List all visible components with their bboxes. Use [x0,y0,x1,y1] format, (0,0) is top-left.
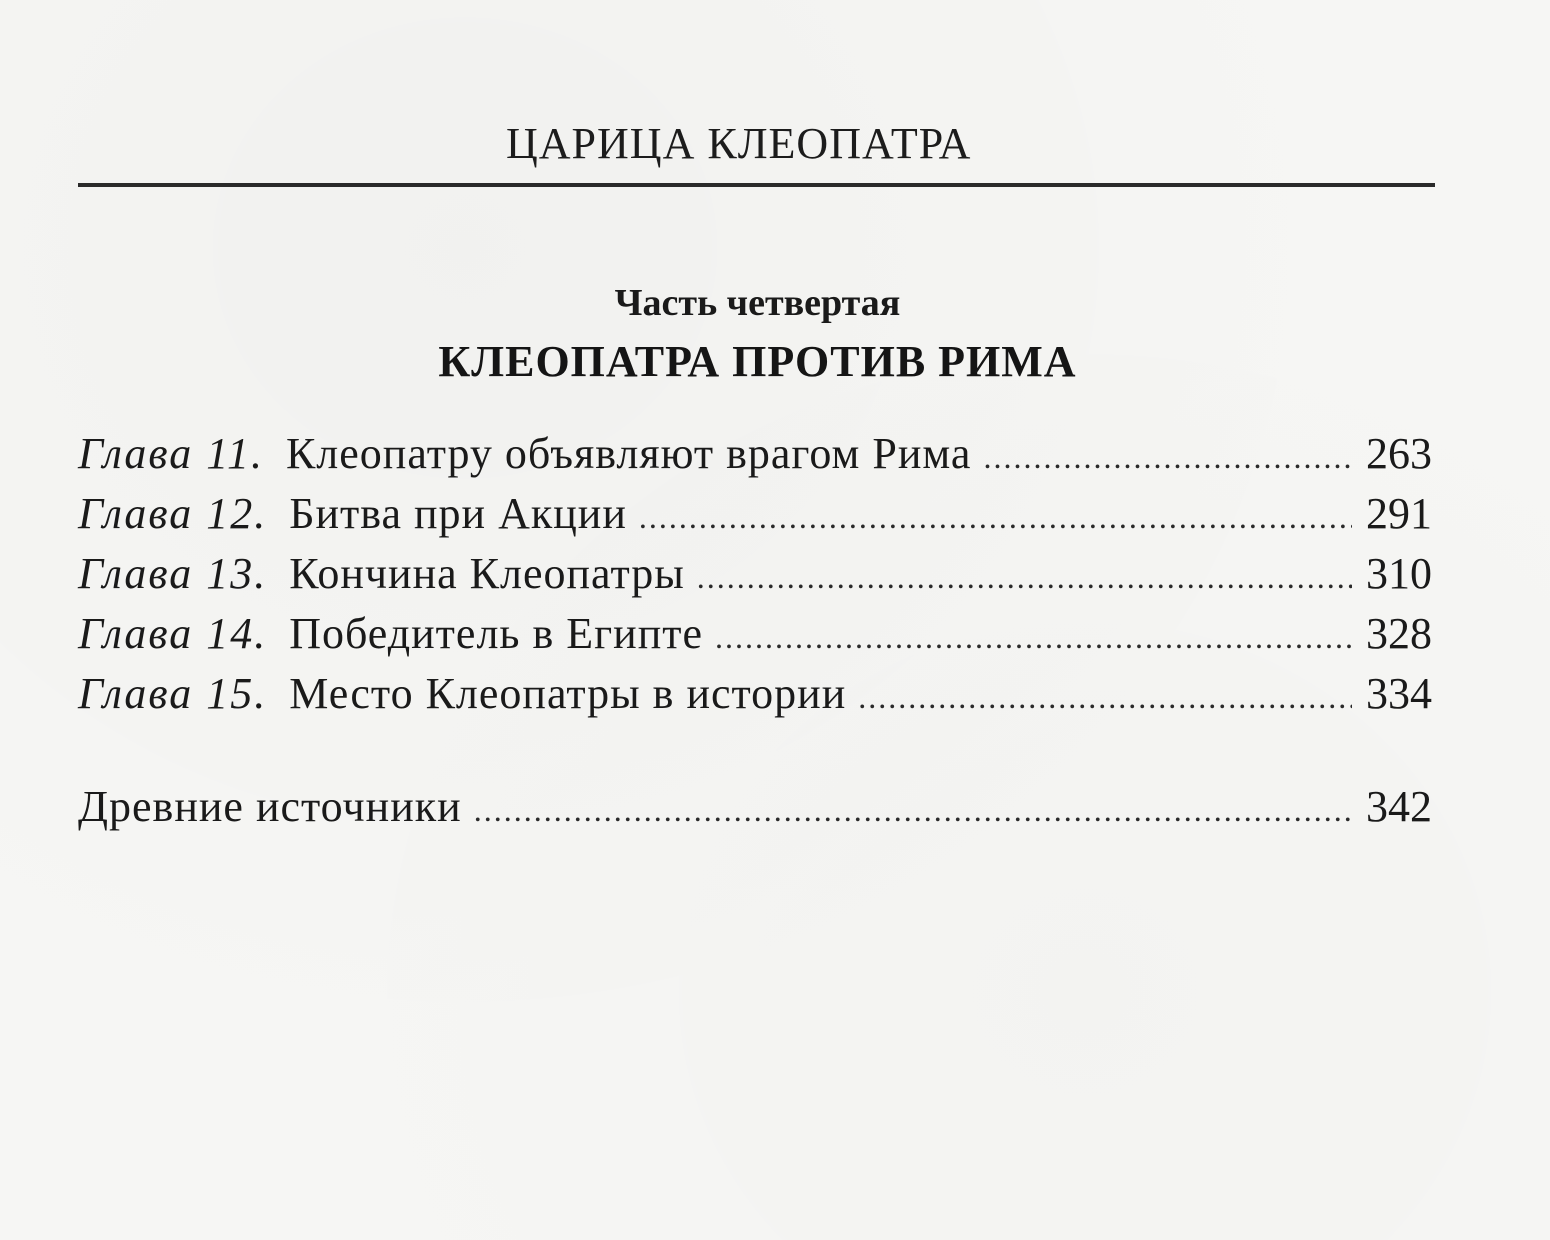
dot-leader [474,780,1352,840]
chapter-title: Место Клеопатры в истории [289,669,847,718]
part-title: КЛЕОПАТРА ПРОТИВ РИМА [438,337,1077,386]
chapter-number: Глава 11. [78,429,264,478]
toc-entry-sources[interactable] [78,777,1432,837]
dot-leader [639,487,1352,547]
page-number: 334 [1366,669,1432,718]
page-number: 291 [1366,489,1432,538]
chapter-number: Глава 13. [78,549,268,598]
dot-leader [715,607,1352,667]
page-number: 263 [1366,429,1432,478]
chapter-number: Глава 12. [78,489,268,538]
page-number: 328 [1366,609,1432,658]
dot-leader [858,667,1352,727]
toc-entry-chapter-14[interactable] [78,604,1432,664]
sources-title: Древние источники [78,782,462,831]
toc-entry-chapter-11[interactable] [78,424,1432,484]
dot-leader [983,427,1352,487]
page-number: 310 [1366,549,1432,598]
chapter-number: Глава 14. [78,609,268,658]
chapter-title: Битва при Акции [289,489,627,538]
part-label: Часть четвертая [614,282,901,324]
chapter-title: Клеопатру объявляют врагом Рима [285,429,972,478]
dot-leader [697,547,1352,607]
chapter-title: Кончина Клеопатры [289,549,685,598]
toc-entry-chapter-12[interactable] [78,484,1432,544]
chapter-number: Глава 15. [78,669,268,718]
toc-entry-chapter-13[interactable] [78,544,1432,604]
table-of-contents [78,424,1432,724]
chapter-title: Победитель в Египте [289,609,704,658]
running-head: ЦАРИЦА КЛЕОПАТРА [506,119,972,168]
toc-entry-chapter-15[interactable] [78,664,1432,724]
page-number: 342 [1366,782,1432,831]
header-rule [78,183,1435,187]
